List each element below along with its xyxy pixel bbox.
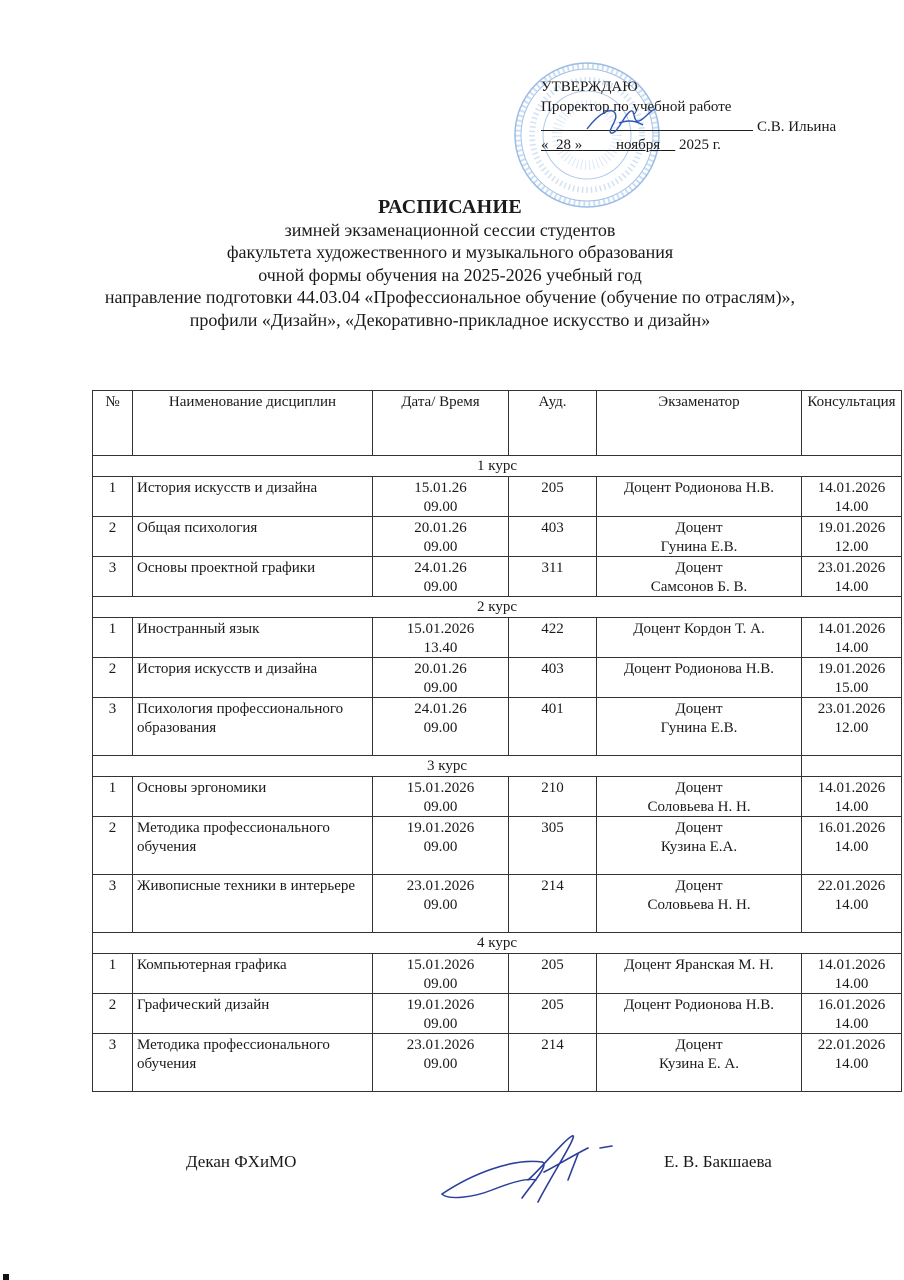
- date-close-quote: »: [574, 137, 583, 153]
- row-number: 2: [108, 661, 117, 677]
- exam-date: 20.01.26: [414, 661, 467, 677]
- cell-room: [509, 817, 597, 875]
- title-line-2: факультета художественного и музыкального образования: [226, 242, 674, 262]
- cell-consultation: [802, 1034, 902, 1092]
- exam-time: 09.00: [423, 1015, 458, 1032]
- row-number: 1: [108, 957, 117, 973]
- cell-examiner: [597, 658, 802, 698]
- consultation-time: 14.00: [834, 498, 869, 515]
- cell-num: [93, 875, 133, 933]
- room-number: 401: [541, 701, 564, 717]
- table-row: [93, 817, 902, 875]
- discipline-name: Графический дизайн: [137, 997, 270, 1013]
- exam-date: 24.01.26: [414, 560, 467, 576]
- header-num: №: [93, 391, 133, 456]
- title-line-4: направление подготовки 44.03.04 «Профессиональное обучение (обучение по отраслям)», профили «Дизайн», «Декоративно-прикладное искусство и дизайн»: [104, 287, 796, 330]
- header-room: Ауд.: [509, 391, 597, 456]
- document-title: РАСПИСАНИЕ: [377, 196, 522, 218]
- scan-artifact: [3, 1274, 9, 1280]
- consultation-date: 23.01.2026: [817, 701, 886, 717]
- exam-date: 20.01.26: [414, 520, 467, 536]
- approval-position: Проректор по учебной работе: [541, 99, 732, 115]
- header-examiner: Экзаменатор: [597, 391, 802, 456]
- exam-time: 09.00: [423, 798, 458, 815]
- examiner-title: Доцент: [675, 520, 723, 536]
- cell-room: [509, 994, 597, 1034]
- cell-num: [93, 477, 133, 517]
- approval-signature: [581, 103, 661, 139]
- cell-room: [509, 557, 597, 597]
- table-row: [93, 618, 902, 658]
- consultation-time: 14.00: [834, 896, 869, 913]
- course-label: 2 курс: [93, 597, 902, 618]
- table-row: [93, 1034, 902, 1092]
- cell-examiner: [597, 954, 802, 994]
- examiner-title: Доцент Кордон Т. А.: [633, 621, 765, 637]
- header-date-time: Дата/ Время: [373, 391, 509, 456]
- cell-consultation: [802, 477, 902, 517]
- cell-room: [509, 517, 597, 557]
- table-row: [93, 477, 902, 517]
- exam-time: 09.00: [423, 719, 458, 736]
- consultation-time: 14.00: [834, 838, 869, 855]
- discipline-name: История искусств и дизайна: [137, 480, 318, 496]
- cell-discipline: [133, 517, 373, 557]
- cell-consultation: [802, 517, 902, 557]
- cell-discipline: [133, 777, 373, 817]
- cell-consultation: [802, 618, 902, 658]
- discipline-name: Иностранный язык: [137, 621, 260, 637]
- room-number: 422: [541, 621, 564, 637]
- cell-room: [509, 698, 597, 756]
- room-number: 403: [541, 661, 564, 677]
- examiner-title: Доцент Родионова Н.В.: [623, 480, 775, 496]
- course-header-row: [93, 456, 902, 477]
- cell-num: [93, 817, 133, 875]
- cell-num: [93, 517, 133, 557]
- cell-consultation: [802, 698, 902, 756]
- cell-room: [509, 777, 597, 817]
- exam-date: 19.01.2026: [406, 820, 475, 836]
- course-label: 4 курс: [93, 933, 902, 954]
- cell-examiner: [597, 777, 802, 817]
- consultation-time: 12.00: [834, 538, 869, 555]
- cell-examiner: [597, 994, 802, 1034]
- cell-num: [93, 618, 133, 658]
- cell-examiner: [597, 517, 802, 557]
- cell-examiner: [597, 875, 802, 933]
- room-number: 214: [541, 1037, 564, 1053]
- row-number: 2: [108, 520, 117, 536]
- row-number: 1: [108, 780, 117, 796]
- consultation-date: 23.01.2026: [817, 560, 886, 576]
- examiner-name: Соловьева Н. Н.: [647, 896, 751, 913]
- cell-room: [509, 875, 597, 933]
- examiner-title: Доцент Родионова Н.В.: [623, 997, 775, 1013]
- exam-time: 09.00: [423, 679, 458, 696]
- cell-discipline: [133, 817, 373, 875]
- header-consultation: Консультация: [802, 391, 902, 456]
- course-label: 3 курс: [93, 756, 802, 777]
- cell-consultation: [802, 817, 902, 875]
- cell-date-time: [373, 817, 509, 875]
- dean-name: Е. В. Бакшаева: [664, 1152, 772, 1171]
- cell-date-time: [373, 875, 509, 933]
- cell-date-time: [373, 994, 509, 1034]
- exam-date: 15.01.26: [414, 480, 467, 496]
- examiner-title: Доцент Родионова Н.В.: [623, 661, 775, 677]
- table-header-row: [93, 391, 902, 456]
- room-number: 210: [541, 780, 564, 796]
- cell-num: [93, 954, 133, 994]
- cell-examiner: [597, 477, 802, 517]
- cell-date-time: [373, 618, 509, 658]
- table-row: [93, 658, 902, 698]
- cell-examiner: [597, 1034, 802, 1092]
- cell-date-time: [373, 698, 509, 756]
- consultation-time: 15.00: [834, 679, 869, 696]
- cell-consultation: [802, 777, 902, 817]
- consultation-date: 14.01.2026: [817, 480, 886, 496]
- consultation-date: 22.01.2026: [817, 878, 886, 894]
- examiner-title: Доцент: [675, 820, 723, 836]
- cell-date-time: [373, 1034, 509, 1092]
- table-row: [93, 698, 902, 756]
- consultation-date: 16.01.2026: [817, 997, 886, 1013]
- examiner-name: Кузина Е.А.: [660, 838, 738, 855]
- course-header-row: [93, 933, 902, 954]
- examiner-name: Гунина Е.В.: [660, 538, 738, 555]
- exam-time: 09.00: [423, 896, 458, 913]
- discipline-name: Общая психология: [137, 520, 258, 536]
- cell-consultation: [802, 557, 902, 597]
- cell-discipline: [133, 875, 373, 933]
- cell-num: [93, 777, 133, 817]
- examiner-name: Гунина Е.В.: [660, 719, 738, 736]
- cell-examiner: [597, 698, 802, 756]
- row-number: 3: [108, 878, 117, 894]
- discipline-name: Методика профессионального обучения: [137, 1037, 330, 1072]
- examiner-name: Самсонов Б. В.: [650, 578, 748, 595]
- cell-date-time: [373, 477, 509, 517]
- exam-date: 15.01.2026: [406, 780, 475, 796]
- cell-consultation: [802, 658, 902, 698]
- consultation-date: 19.01.2026: [817, 661, 886, 677]
- cell-date-time: [373, 517, 509, 557]
- row-number: 1: [108, 480, 117, 496]
- consultation-date: 22.01.2026: [817, 1037, 886, 1053]
- consultation-time: 14.00: [834, 1015, 869, 1032]
- cell-discipline: [133, 618, 373, 658]
- discipline-name: История искусств и дизайна: [137, 661, 318, 677]
- consultation-time: 14.00: [834, 639, 869, 656]
- exam-date: 24.01.26: [414, 701, 467, 717]
- consultation-time: 14.00: [834, 975, 869, 992]
- cell-discipline: [133, 1034, 373, 1092]
- discipline-name: Основы проектной графики: [137, 560, 316, 576]
- course-header-row: [93, 756, 902, 777]
- room-number: 205: [541, 957, 564, 973]
- examiner-title: Доцент: [675, 780, 723, 796]
- cell-discipline: [133, 658, 373, 698]
- cell-examiner: [597, 618, 802, 658]
- room-number: 205: [541, 997, 564, 1013]
- exam-time: 09.00: [423, 975, 458, 992]
- title-line-1: зимней экзаменационной сессии студентов: [284, 219, 616, 240]
- exam-time: 09.00: [423, 538, 458, 555]
- consultation-time: 12.00: [834, 719, 869, 736]
- table-row: [93, 994, 902, 1034]
- cell-room: [509, 954, 597, 994]
- cell-date-time: [373, 557, 509, 597]
- table-row: [93, 517, 902, 557]
- cell-examiner: [597, 817, 802, 875]
- consultation-date: 19.01.2026: [817, 520, 886, 536]
- row-number: 3: [108, 1037, 117, 1053]
- cell-room: [509, 618, 597, 658]
- exam-time: 09.00: [423, 838, 458, 855]
- header-discipline: Наименование дисциплин: [133, 391, 373, 456]
- room-number: 214: [541, 878, 564, 894]
- approval-year: 2025 г.: [678, 137, 721, 153]
- exam-time: 09.00: [423, 1055, 458, 1072]
- dean-signature: [432, 1128, 642, 1208]
- exam-date: 15.01.2026: [406, 957, 475, 973]
- row-number: 3: [108, 560, 117, 576]
- table-row: [93, 777, 902, 817]
- room-number: 403: [541, 520, 564, 536]
- cell-num: [93, 557, 133, 597]
- examiner-title: Доцент: [675, 701, 723, 717]
- exam-time: 09.00: [423, 578, 458, 595]
- cell-date-time: [373, 658, 509, 698]
- cell-examiner: [597, 557, 802, 597]
- course-header-row: [93, 597, 902, 618]
- exam-date: 19.01.2026: [406, 997, 475, 1013]
- cell-room: [509, 477, 597, 517]
- room-number: 205: [541, 480, 564, 496]
- row-number: 1: [108, 621, 117, 637]
- approval-name: С.В. Ильина: [757, 119, 837, 135]
- discipline-name: Психология профессионального образования: [137, 701, 344, 736]
- empty-cell: [802, 756, 902, 777]
- consultation-time: 14.00: [834, 1055, 869, 1072]
- cell-discipline: [133, 994, 373, 1034]
- consultation-date: 16.01.2026: [817, 820, 886, 836]
- discipline-name: Компьютерная графика: [137, 957, 287, 973]
- approval-block: [541, 77, 837, 153]
- discipline-name: Живописные техники в интерьере: [137, 878, 356, 894]
- room-number: 311: [541, 560, 564, 576]
- cell-num: [93, 994, 133, 1034]
- exam-schedule-table: [92, 390, 902, 1092]
- approval-day: 28: [556, 137, 571, 153]
- exam-date: 23.01.2026: [406, 878, 475, 894]
- cell-num: [93, 1034, 133, 1092]
- cell-consultation: [802, 875, 902, 933]
- approval-date: [541, 135, 721, 155]
- cell-num: [93, 698, 133, 756]
- exam-date: 15.01.2026: [406, 621, 475, 637]
- title-line-3: очной формы обучения на 2025-2026 учебный год: [258, 264, 642, 285]
- consultation-date: 14.01.2026: [817, 780, 886, 796]
- approval-heading: УТВЕРЖДАЮ: [541, 79, 638, 95]
- cell-room: [509, 1034, 597, 1092]
- cell-discipline: [133, 557, 373, 597]
- document-title-block: [90, 196, 810, 331]
- examiner-title: Доцент: [675, 560, 723, 576]
- cell-discipline: [133, 954, 373, 994]
- table-row: [93, 875, 902, 933]
- examiner-title: Доцент Яранская М. Н.: [624, 957, 774, 973]
- cell-discipline: [133, 698, 373, 756]
- consultation-time: 14.00: [834, 798, 869, 815]
- dean-title: Декан ФХиМО: [186, 1152, 297, 1171]
- cell-consultation: [802, 954, 902, 994]
- exam-date: 23.01.2026: [406, 1037, 475, 1053]
- cell-num: [93, 658, 133, 698]
- course-label: 1 курс: [93, 456, 902, 477]
- consultation-date: 14.01.2026: [817, 621, 886, 637]
- examiner-title: Доцент: [675, 878, 723, 894]
- table-row: [93, 557, 902, 597]
- exam-time: 09.00: [423, 498, 458, 515]
- examiner-name: Кузина Е. А.: [658, 1055, 739, 1072]
- table-body: [93, 456, 902, 1092]
- cell-date-time: [373, 777, 509, 817]
- cell-date-time: [373, 954, 509, 994]
- date-open-quote: «: [541, 137, 549, 153]
- cell-discipline: [133, 477, 373, 517]
- discipline-name: Методика профессионального обучения: [137, 820, 330, 855]
- cell-room: [509, 658, 597, 698]
- cell-consultation: [802, 994, 902, 1034]
- examiner-title: Доцент: [675, 1037, 723, 1053]
- examiner-name: Соловьева Н. Н.: [647, 798, 751, 815]
- row-number: 2: [108, 820, 117, 836]
- row-number: 2: [108, 997, 117, 1013]
- approval-month: ноября: [616, 137, 661, 153]
- consultation-date: 14.01.2026: [817, 957, 886, 973]
- table-row: [93, 954, 902, 994]
- row-number: 3: [108, 701, 117, 717]
- discipline-name: Основы эргономики: [137, 780, 267, 796]
- exam-time: 13.40: [423, 639, 458, 656]
- room-number: 305: [541, 820, 564, 836]
- consultation-time: 14.00: [834, 578, 869, 595]
